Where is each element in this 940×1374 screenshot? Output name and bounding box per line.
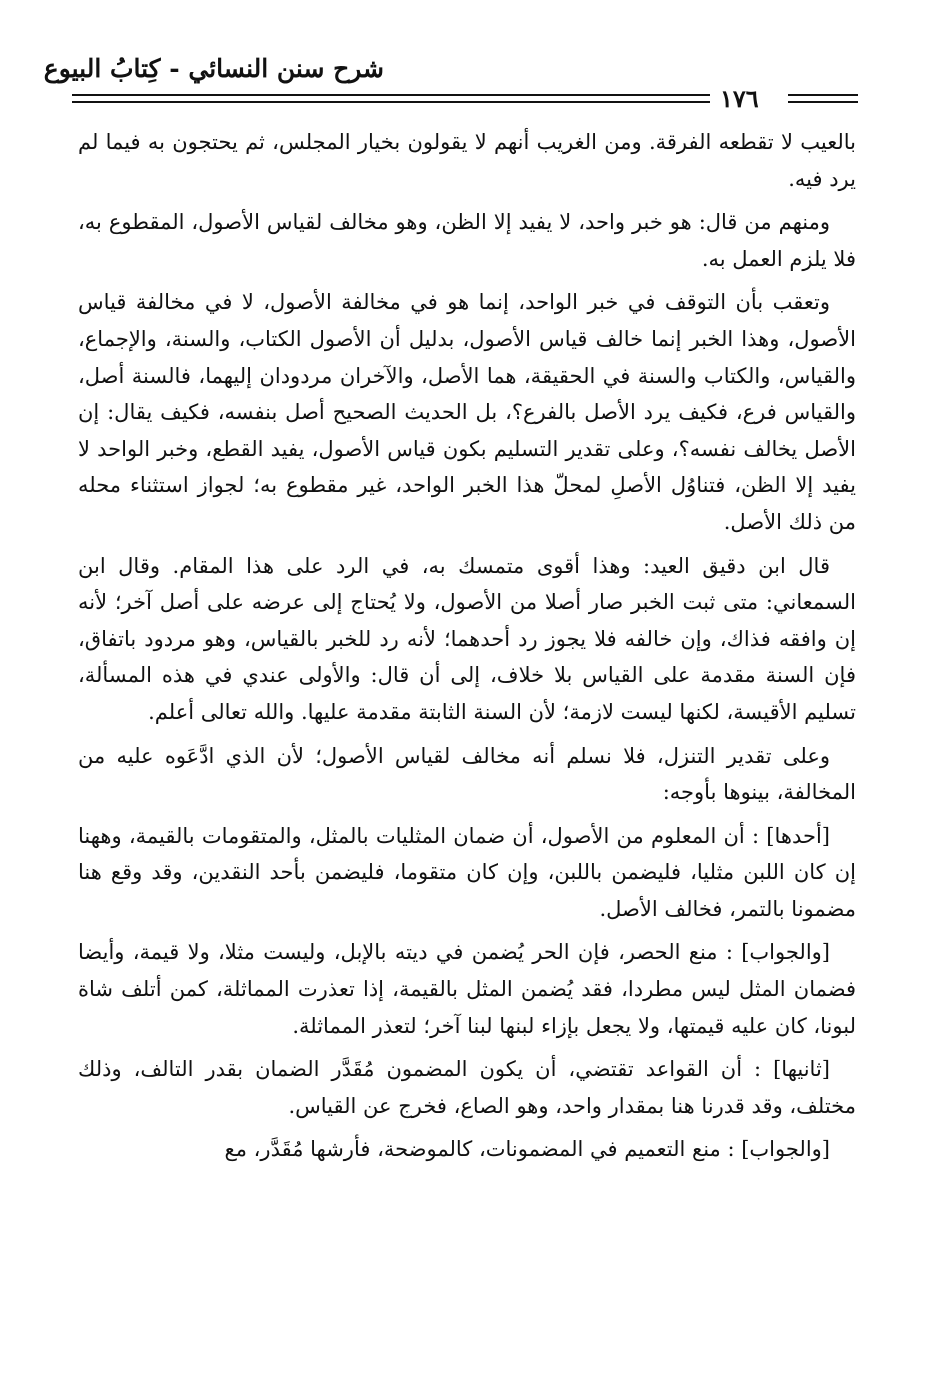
paragraph-2: ومنهم من قال: هو خبر واحد، لا يفيد إلا الظن، وهو مخالف لقياس الأصول، المقطوع به، فلا يلزم العمل به. [78, 210, 856, 271]
paragraph-7: [والجواب] : منع الحصر، فإن الحر يُضمن في ديته بالإبل، وليست مثلا، ولا قيمة، وأيضا فضمان المثل ليس مطردا، فقد يُضمن المثل بالقيمة، إذا تعذرت المماثلة، كمن أتلف شاة لبونا، كان عليه قيمتها، ولا يجعل بإزاء لبنها لبنا آخر؛ لتعذر المماثلة. [78, 940, 856, 1038]
page-body [78, 124, 856, 1172]
header-rule-bottom [72, 101, 710, 103]
page-number: ١٧٦ [720, 84, 759, 113]
header-rule-top [72, 94, 710, 96]
number-rule-bottom [788, 101, 858, 103]
paragraph-1: بالعيب لا تقطعه الفرقة. ومن الغريب أنهم لا يقولون بخيار المجلس، ثم يحتجون به فيما لم يرد فيه. [78, 130, 856, 191]
paragraph-8: [ثانيها] : أن القواعد تقتضي، أن يكون المضمون مُقَدَّر الضمان بقدر التالف، وذلك مختلف، وقد قدرنا هنا بمقدار واحد، وهو الصاع، فخرج عن القياس. [78, 1057, 856, 1118]
page-header [43, 54, 858, 113]
paragraph-4: قال ابن دقيق العيد: وهذا أقوى متمسك به، في الرد على هذا المقام. وقال ابن السمعاني: متى ثبت الخبر صار أصلا من الأصول، ولا يُحتاج إلى عرضه على أصل آخر؛ لأنه إن وافقه فذاك، وإن خالفه فلا يجوز رد أحدهما؛ لأنه رد للخبر بالقياس، وهو مردود باتفاق، فإن السنة مقدمة على القياس بلا خلاف، إلى أن قال: والأولى عندي في هذه المسألة، تسليم الأقيسة، لكنها ليست لازمة؛ لأن السنة الثابتة مقدمة عليها. والله تعالى أعلم. [78, 553, 857, 724]
paragraph-6: [أحدها] : أن المعلوم من الأصول، أن ضمان المثليات بالمثل، والمتقومات بالقيمة، وههنا إن كان اللبن مثليا، فليضمن باللبن، وإن كان متقوما، فليضمن بأحد النقدين، وقد وقع هنا مضمونا بالتمر، فخالف الأصل. [78, 823, 856, 921]
paragraph-9: [والجواب] : منع التعميم في المضمونات، كالموضحة، فأرشها مُقَدَّر، مع [224, 1137, 830, 1162]
number-rule-top [788, 94, 858, 96]
running-title: شرح سنن النسائي - كِتابُ البيوع [43, 54, 384, 83]
paragraph-3: وتعقب بأن التوقف في خبر الواحد، إنما هو في مخالفة الأصول، لا في مخالفة قياس الأصول، وهذا الخبر إنما خالف قياس الأصول، بدليل أن الأصول الكتاب، والسنة، والإجماع، والقياس، والكتاب والسنة في الحقيقة، هما الأصل، والآخران مردودان إليهما، فالسنة أصل، والقياس فرع، فكيف يرد الأصل بالفرع؟، بل الحديث الصحيح أصل بنفسه، فكيف يقال: إن الأصل يخالف نفسه؟، وعلى تقدير التسليم بكون قياس الأصول، يفيد القطع، وخبر الواحد لا يفيد إلا الظن، فتناوُل الأصلِ لمحلّ هذا الخبر الواحد، غير مقطوع به؛ لجواز استثناء محله من ذلك الأصل. [78, 290, 856, 534]
paragraph-5: وعلى تقدير التنزل، فلا نسلم أنه مخالف لقياس الأصول؛ لأن الذي ادَّعَوه عليه من المخالفة، بينوها بأوجه: [78, 743, 856, 805]
